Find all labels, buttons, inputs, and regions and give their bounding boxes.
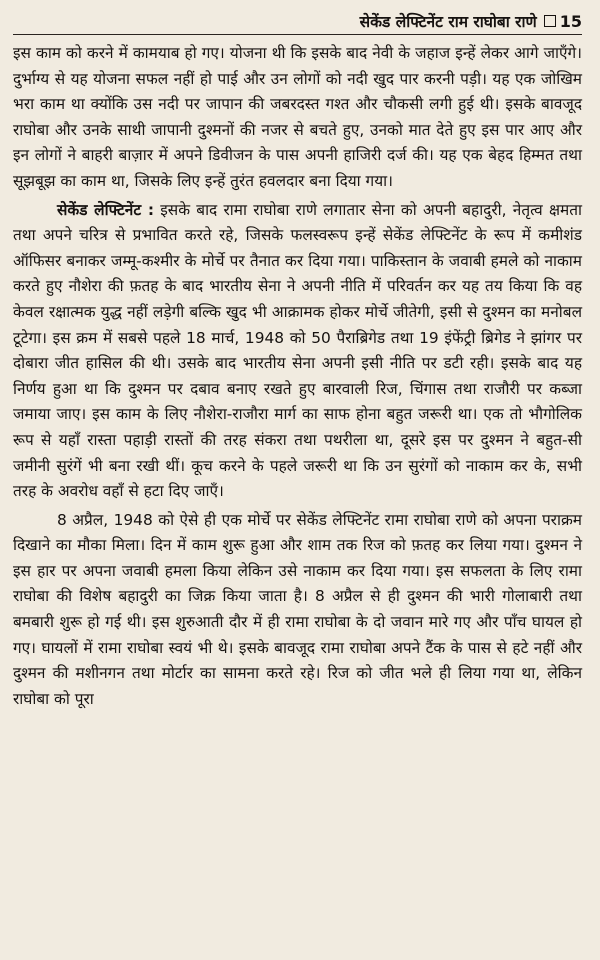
paragraph-3-text: 8 अप्रैल, 1948 को ऐसे ही एक मोर्चे पर सेकेंड लेफ्टिनेंट रामा राघोबा राणे को अपना पराक्रम दिखाने का मौका मिला। दिन में काम शुरू हुआ और शाम तक रिज को फ़तह कर लिया गया। दुश्मन ने इस हार पर अपना जवाबी हमला किया लेकिन उसे नाकाम कर दिया गया। इस सफलता के लिए रामा राघोबा की विशेष बहादुरी का जिक्र किया जाता है। 8 अप्रैल से ही दुश्मन की भारी गोलाबारी तथा बमबारी शुरू हो गई थी। इस शुरुआती दौर में ही रामा राघोबा के दो जवान मारे गए और पाँच घायल हो गए। घायलों में रामा राघोबा स्वयं भी थे। इसके बावजूद रामा राघोबा अपने टैंक के पास से हटे नहीं और दुश्मन की मशीनगन तथा मोर्टार का सामना करते रहे। रिज को जीत भले ही लिया गया था, लेकिन राघोबा को पूरा	[13, 510, 582, 708]
paragraph-3	[13, 508, 582, 713]
page-header	[13, 8, 582, 35]
paragraph-1	[13, 41, 582, 195]
paragraph-1-text: इस काम को करने में कामयाब हो गए। योजना थी कि इसके बाद नेवी के जहाज इन्हें लेकर आगे जाएँगे। दुर्भाग्य से यह योजना सफल नहीं हो पाई और उन लोगों को नदी खुद पार करनी पड़ी। यह एक जोखिम भरा काम था क्योंकि उस नदी पर जापान की जबरदस्त गश्त और चौकसी लगी हुई थी। इसके बावजूद राघोबा और उनके साथी जापानी दुश्मनों की नजर से बचते हुए, उनको मात देते हुए इस पार आए और इन लोगों ने बाहरी बाज़ार में अपने डिवीजन के पास अपनी हाजिरी दर्ज की। यह एक बेहद हिम्मत तथा सूझबूझ का काम था, जिसके लिए इन्हें तुरंत हवलदार बना दिया गया।	[13, 44, 582, 190]
running-title: सेकेंड लेफ्टिनेंट राम राघोबा राणे	[359, 13, 537, 31]
page-body	[13, 41, 582, 712]
section-heading: सेकेंड लेफ्टिनेंट :	[57, 200, 154, 219]
paragraph-2-text: इसके बाद रामा राघोबा राणे लगातार सेना को अपनी बहादुरी, नेतृत्व क्षमता तथा अपने चरित्र से प्रभावित करते रहे, जिसके फलस्वरूप इन्हें सेकेंड लेफ्टिनेंट के रूप में कमीशंड ऑफिसर बनाकर जम्मू-कश्मीर के मोर्चे पर तैनात कर दिया गया। पाकिस्तान के जवाबी हमले को नाकाम करते हुए नौशेरा की फ़तह के बाद भारतीय सेना ने अपनी नीति में परिवर्तन कर यह तय किया कि वह केवल रक्षात्मक युद्ध नहीं लड़ेगी बल्कि खुद भी आक्रामक होकर मोर्चे जीतेगी, इसी से दुश्मन का मनोबल टूटेगा। इस क्रम में सबसे पहले 18 मार्च, 1948 को 50 पैराब्रिगेड तथा 19 इंफेंट्री ब्रिगेड ने झांगर पर दोबारा जीत हासिल की थी। उसके बाद भारतीय सेना अपनी इसी नीति पर डटी रही। इसके बाद यह निर्णय हुआ था कि दुश्मन पर दबाव बनाए रखते हुए बारवाली रिज, चिंगास तथा राजौरी पर कब्जा जमाया जाए। इस काम के लिए नौशेरा-राजौरा मार्ग का साफ होना बहुत जरूरी था। एक तो भौगोलिक रूप से यहाँ रास्ता पहाड़ी रास्तों की तरह संकरा तथा पथरीला था, दूसरे इस पर दुश्मन ने बहुत-सी जमीनी सुरंगें भी बना रखी थीं। कूच करने के पहले जरूरी था कि उन सुरंगों को नाकाम कर के, सभी तरह के अवरोध वहाँ से हटा दिए जाएँ।	[13, 200, 582, 501]
page-number: 15	[559, 11, 582, 31]
paragraph-2	[13, 198, 582, 505]
square-bullet-icon	[544, 15, 556, 27]
